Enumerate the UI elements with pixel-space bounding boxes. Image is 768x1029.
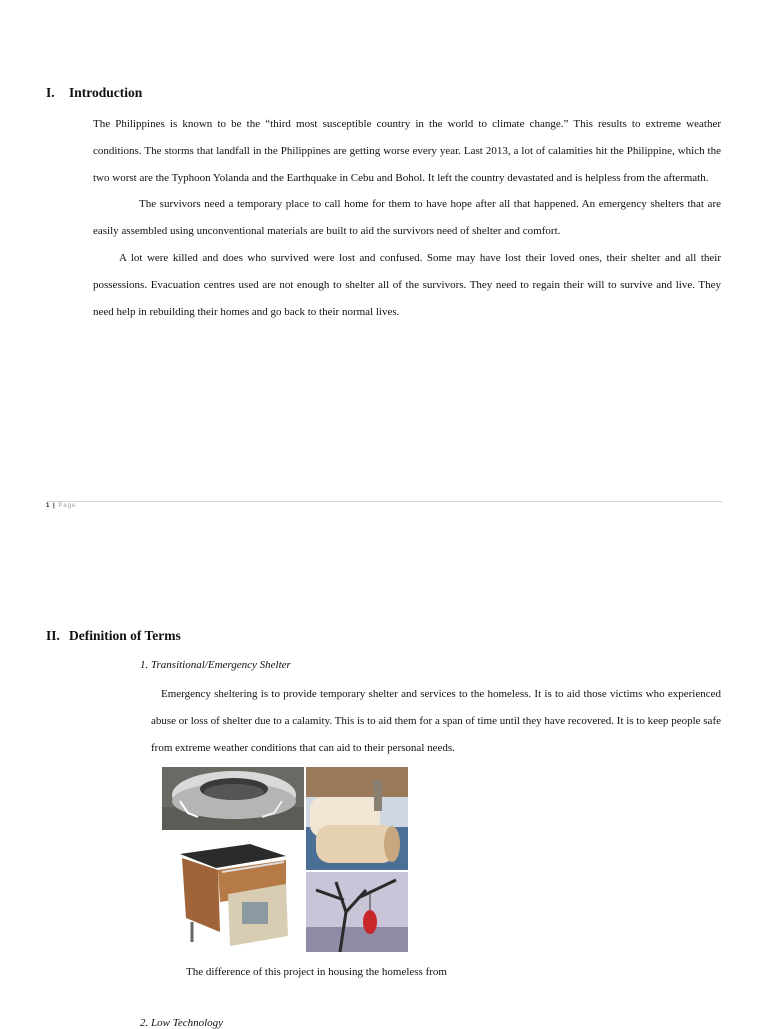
section-heading-introduction [46, 85, 142, 101]
wooden-cabin-icon [162, 832, 304, 952]
page-number: 1 [46, 503, 51, 509]
introduction-body [93, 111, 721, 325]
section-title: Definition of Terms [69, 628, 181, 643]
paragraph: Emergency sheltering is to provide temporary shelter and services to the homeless. It is to aid those victims who experienced abuse or loss of shelter due to a calamity. This is to aid them for a span of time until they have recovered. It is to keep people safe from extreme weather conditions that can aid to their personal needs. [151, 688, 721, 754]
paragraph: The Philippines is known to be the “third most susceptible country in the world to climate change.” This results to extreme weather conditions. The storms that landfall in the Philippines are getting worse every year. Last 2013, a lot of calamities hit the Philippine, which the two worst are the Typhoon Yolanda and the Earthquake in Cebu and Bohol. It left the country devastated and is helpless from the aftermath. [93, 118, 721, 184]
footer-separator: | [53, 503, 56, 509]
ring-shelter-icon [162, 767, 304, 830]
wooden-cabin-image [162, 832, 304, 952]
rolled-panel-icon [306, 767, 408, 870]
ring-shelter-image [162, 767, 304, 830]
footer-rule [46, 501, 722, 502]
paragraph: The survivors need a temporary place to call home for them to have hope after all that happened. An emergency shelters that are easily assembled using unconventional materials are built to aid the survivors need of shelter and comfort. [93, 198, 721, 238]
rolled-panel-image [306, 767, 408, 870]
paragraph: A lot were killed and does who survived were lost and confused. Some may have lost their loved ones, their shelter and all their possessions. Evacuation centres used are not enough to shelter all of the survivors. They need to regain their will to survive and live. They need help in rebuilding their homes and go back to their normal lives. [93, 251, 721, 318]
section-number: I. [46, 85, 55, 100]
section-title: Introduction [69, 85, 143, 100]
term-body [151, 681, 721, 761]
section-number: II. [46, 628, 60, 643]
hanging-pod-image [306, 872, 408, 952]
hanging-pod-icon [306, 872, 408, 952]
section-heading-definition-of-terms [46, 628, 181, 644]
figure-caption: The difference of this project in housing the homeless from [186, 966, 447, 978]
term-heading: 1. Transitional/Emergency Shelter [140, 659, 291, 671]
term-heading: 2. Low Technology [140, 1017, 224, 1029]
page-footer [46, 503, 76, 509]
page-label: Page [58, 503, 77, 509]
